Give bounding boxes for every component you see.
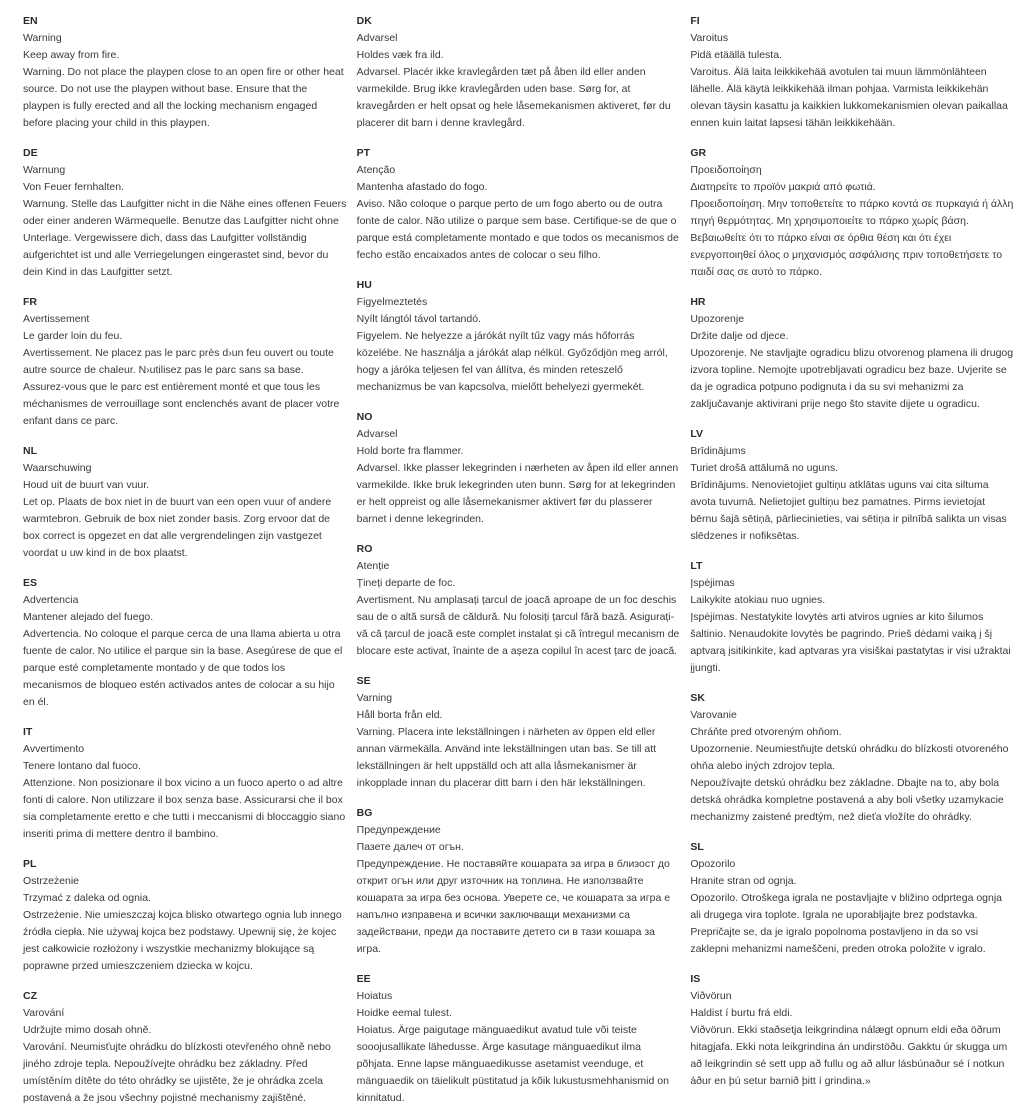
language-section: [357, 673, 681, 792]
warning-title: Προειδοποίηση: [690, 164, 762, 176]
language-section: [357, 409, 681, 528]
language-code: EE: [356, 973, 371, 985]
language-section: [357, 145, 681, 264]
warning-short: Udržujte mimo dosah ohně.: [23, 1024, 152, 1036]
warning-title: Waarschuwing: [23, 462, 92, 474]
warning-title: Įspėjimas: [690, 577, 735, 589]
warning-short: Țineți departe de foc.: [356, 577, 456, 589]
warning-body-paragraph: Advertencia. No coloque el parque cerca de una llama abierta u otra fuente de calor. No utilice el parque sin la base. Asegúrese de que el parque esté completamente montado y de que todos los mecanismos de bloqueo estén activados antes de colocar a su hijo en él.: [23, 628, 343, 708]
warning-body-paragraph: Figyelem. Ne helyezze a járókát nyílt tűz vagy más hőforrás közelébe. Ne használja a járókát alap nélkül. Győződjön meg arról, hogy a járóka teljesen fel van állítva, és minden reteszelő mechanizmus be van kapcsolva, mielőtt behelyezi gyermekét.: [356, 330, 668, 393]
language-section: [23, 724, 347, 843]
warning-body-paragraph: Aviso. Não coloque o parque perto de um fogo aberto ou de outra fonte de calor. Não utilize o parque sem base. Certifique-se de que o parque está completamente montado e que todos os mecanismos de fecho estão encaixados antes de colocar o seu filho.: [356, 198, 679, 261]
warning-short: Von Feuer fernhalten.: [23, 181, 124, 193]
warning-body-paragraph: Attenzione. Non posizionare il box vicino a un fuoco aperto o ad altre fonti di calore. Non utilizzare il box senza base. Assicurarsi che il box sia completamente eretto e che tutti i meccanismi di bloccaggio siano inseriti prima di mettere dentro il bambino.: [23, 777, 346, 840]
column-right: [690, 13, 1014, 1120]
warning-title: Ostrzeżenie: [23, 875, 80, 887]
warning-body-paragraph: Advarsel. Ikke plasser lekegrinden i nærheten av åpen ild eller annen varmekilde. Ikke bruk lekegrinden uten bunn. Sørg for at lekegrinden er helt oppreist og alle låsemekanismer aktivert før du plasserer barnet i denne lekegrinden.: [356, 462, 679, 525]
language-section: [357, 541, 681, 660]
language-code: BG: [356, 807, 373, 819]
language-code: EN: [23, 15, 38, 27]
warning-title: Advarsel: [356, 428, 398, 440]
warning-short: Nyílt lángtól távol tartandó.: [356, 313, 481, 325]
warning-short: Håll borta från eld.: [356, 709, 443, 721]
language-code: GR: [690, 147, 707, 159]
warning-body-paragraph: Nepoužívajte detskú ohrádku bez základne. Dbajte na to, aby bola detská ohrádka kompletne postavená a aby boli všetky uzamykacie mechanizmy zaistené predtým, než dieťa vložíte do ohrádky.: [690, 777, 1004, 823]
warning-body-paragraph: Warnung. Stelle das Laufgitter nicht in die Nähe eines offenen Feuers oder einer anderen Wärmequelle. Benutze das Laufgitter nicht ohne Unterlage. Vergewissere dich, dass das Laufgitter vollständig aufgerichtet ist und alle Verriegelungen eingerastet sind, bevor du dein Kind in das Laufgitter setzt.: [23, 198, 347, 278]
warning-short: Pidä etäällä tulesta.: [690, 49, 782, 61]
warning-body-paragraph: Advarsel. Placér ikke kravlegården tæt på åben ild eller anden varmekilde. Brug ikke kravlegården uden base. Sørg for, at kravegården er helt opsat og hele låsemekanismen aktiveret, før du placerer dit barn i denne kravlegård.: [356, 66, 671, 129]
language-section: [690, 13, 1014, 132]
warning-title: Atenție: [356, 560, 390, 572]
language-code: CZ: [23, 990, 37, 1002]
warning-title: Avvertimento: [23, 743, 85, 755]
warning-short: Chráňte pred otvoreným ohňom.: [690, 726, 842, 738]
warning-body-paragraph: Avertisment. Nu amplasați țarcul de joacă aproape de un foc deschis sau de o altă sursă de căldură. Nu folosiți țarcul fără bază. Asigurați-vă că țarcul de joacă este complet instalat și că întregul mecanism de blocare este activat, înainte de a așeza copilul în acest țarc de joacă.: [356, 594, 680, 657]
language-code: SE: [356, 675, 371, 687]
language-code: PL: [23, 858, 37, 870]
warning-body-paragraph: Varoitus. Älä laita leikkikehää avotulen tai muun lämmönlähteen lähelle. Älä käytä leikkikehää ilman pohjaa. Varmista leikkikehän olevan täysin kasattu ja kaikkien lukkomekanismien olevan paikallaa ennen kuin laitat lapsesi tähän leikkikehään.: [690, 66, 1008, 129]
language-code: NO: [356, 411, 373, 423]
language-section: [690, 294, 1014, 413]
warning-body-paragraph: Hoiatus. Ärge paigutage mänguaedikut avatud tule või teiste sooojusallikate lähedusse. Ärge kasutage mänguaedikut ilma põhjata. Enne lapse mänguaedikusse asetamist veenduge, et mänguaedik on täielikult püstitatud ja kõik lukustusmehhanismid on kinnitatud.: [356, 1024, 669, 1104]
language-section: [357, 13, 681, 132]
warning-body-paragraph: Ostrzeżenie. Nie umieszczaj kojca blisko otwartego ognia lub innego źródła ciepła. Nie używaj kojca bez podstawy. Upewnij się, że kojec jest całkowicie rozłożony i wszystkie mechanizmy blokujące są poprawne przed umieszczeniem dziecka w kojcu.: [23, 909, 342, 972]
warning-short: Keep away from fire.: [23, 49, 120, 61]
language-section: [357, 805, 681, 958]
language-section: [23, 988, 347, 1107]
warning-body-paragraph: Warning. Do not place the playpen close to an open fire or other heat source. Do not use the playpen without base. Ensure that the playpen is fully erected and all the locking mechanism engaged before placing your child in this playpen.: [23, 66, 344, 129]
warning-body-paragraph: Upozornenie. Neumiestňujte detskú ohrádku do blízkosti otvoreného ohňa alebo iných zdrojov tepla.: [690, 743, 1009, 772]
warning-body-paragraph: Viðvörun. Ekki staðsetja leikgrindina nálægt opnum eldi eða öðrum hitagjafa. Ekki nota leikgrindina án undirstöðu. Gakktu úr skugga um að leikgrindin sé sett upp að fullu og að allur lásbúnaður sé í notkun áður en þú setur barnið þitt í grindina.»: [690, 1024, 1008, 1087]
warning-body-paragraph: Let op. Plaats de box niet in de buurt van een open vuur of andere warmtebron. Gebruik de box niet zonder basis. Zorg ervoor dat de box correct is opgezet en dat alle vergrendelingen zijn vastgezet voordat u uw kind in de box plaatst.: [23, 496, 332, 559]
language-code: SK: [690, 692, 705, 704]
language-code: IT: [23, 726, 33, 738]
language-section: [690, 690, 1014, 826]
warning-title: Figyelmeztetés: [356, 296, 428, 308]
warning-short: Turiet drošā attālumā no uguns.: [690, 462, 839, 474]
warning-body-paragraph: Brīdinājums. Nenovietojiet gultiņu atklātas uguns vai cita siltuma avota tuvumā. Nelietojiet gultiņu bez pamatnes. Pirms ievietojat bērnu šajā sētiņā, pārliecinieties, vai sētiņa ir pilnībā salikta un visas slēdzenes ir nofiksētas.: [690, 479, 1007, 542]
language-section: [23, 13, 347, 132]
warning-body-paragraph: Avertissement. Ne placez pas le parc près d›un feu ouvert ou toute autre source de chaleur. N›utilisez pas le parc sans sa base. Assurez-vous que le parc est entièrement monté et que tous les méchanismes de verrouillage sont enclenchés avant de placer votre enfant dans ce parc.: [23, 347, 340, 427]
warning-short: Le garder loin du feu.: [23, 330, 123, 342]
warning-body-paragraph: Opozorilo. Otroškega igrala ne postavljajte v bližino odprtega ognja ali drugega vira toplote. Igrala ne uporabljajte brez podstavka. Prepričajte se, da je igralo popolnoma postavljeno in da so vsi zaklepni mehanizmi nameščeni, preden otroka položite v igralo.: [690, 892, 1003, 955]
warning-body-paragraph: Προειδοποίηση. Μην τοποθετείτε το πάρκο κοντά σε πυρκαγιά ή άλλη πηγή θερμότητας. Μη χρησιμοποιείτε το πάρκο χωρίς βάση. Βεβαιωθείτε ότι το πάρκο είναι σε όρθια θέση και ότι έχει ενεργοποιηθεί όλος ο μηχανισμός ασφάλισης πριν τοποθετήσετε το παιδί σας σε αυτό το πάρκο.: [690, 198, 1014, 278]
warning-title: Hoiatus: [356, 990, 393, 1002]
language-section: [690, 558, 1014, 677]
warning-title: Advertencia: [23, 594, 79, 606]
warning-short: Mantener alejado del fuego.: [23, 611, 154, 623]
warning-short: Пазете далеч от огън.: [356, 841, 464, 853]
language-code: NL: [23, 445, 37, 457]
warning-short: Διατηρείτε το προϊόν μακριά από φωτιά.: [690, 181, 876, 193]
language-section: [23, 145, 347, 281]
warning-short: Haldist í burtu frá eldi.: [690, 1007, 793, 1019]
language-code: DE: [23, 147, 38, 159]
warning-title: Предупреждение: [356, 824, 441, 836]
language-section: [690, 839, 1014, 958]
language-section: [357, 971, 681, 1107]
warning-short: Hoidke eemal tulest.: [356, 1007, 452, 1019]
warning-title: Warning: [23, 32, 62, 44]
warning-body-paragraph: Įspėjimas. Nestatykite lovytės arti atviros ugnies ar kito šilumos šaltinio. Nenaudokite lovytės be pagrindo. Prieš dėdami vaiką į šį aptvarą įsitikinkite, kad aptvaras yra visiškai pastatytas ir visi užraktai įjungti.: [690, 611, 1011, 674]
language-section: [23, 856, 347, 975]
warning-title: Varování: [23, 1007, 65, 1019]
language-code: PT: [356, 147, 371, 159]
warning-body-paragraph: Upozorenje. Ne stavljajte ogradicu blizu otvorenog plamena ili drugog izvora topline. Nemojte upotrebljavati ogradicu bez baze. Uvjerite se da je ogradica potpuno podignuta i da su svi mehanizmi za zaključavanje aktivirani prije nego što stavite dijete u ogradicu.: [690, 347, 1014, 410]
warning-body-paragraph: Предупреждение. Не поставяйте кошарата за игра в близост до открит огън или друг източник на топлина. Не използвайте кошарата за игра без основа. Уверете се, че кошарата за игра е напълно изправена и всички заключващи механизми са задействани, преди да поставите детето си в тази кошара за игра.: [356, 858, 671, 955]
warning-short: Hranite stran od ognja.: [690, 875, 797, 887]
language-code: SL: [690, 841, 704, 853]
warning-short: Laikykite atokiau nuo ugnies.: [690, 594, 826, 606]
warning-title: Atenção: [356, 164, 396, 176]
warning-body-paragraph: Varning. Placera inte lekställningen i närheten av öppen eld eller annan värmekälla. Använd inte lekställningen utan bas. Se till att lekställningen är helt uppställd och att alla låsmekanismer är inkopplade innan du placerar ditt barn i den här lekställningen.: [356, 726, 657, 789]
column-left: [23, 13, 347, 1120]
language-section: [690, 971, 1014, 1090]
warning-title: Varning: [356, 692, 393, 704]
warning-short: Tenere lontano dal fuoco.: [23, 760, 141, 772]
column-middle: [357, 13, 681, 1120]
warning-title: Avertissement: [23, 313, 90, 325]
language-section: [690, 426, 1014, 545]
language-code: DK: [356, 15, 372, 27]
language-section: [357, 277, 681, 396]
language-code: HR: [690, 296, 706, 308]
warning-short: Mantenha afastado do fogo.: [356, 181, 488, 193]
warning-title: Varovanie: [690, 709, 737, 721]
warning-title: Brīdinājums: [690, 445, 746, 457]
warning-title: Viðvörun: [690, 990, 732, 1002]
language-code: LV: [690, 428, 703, 440]
warning-short: Držite dalje od djece.: [690, 330, 789, 342]
warning-title: Advarsel: [356, 32, 398, 44]
language-code: FR: [23, 296, 37, 308]
language-code: LT: [690, 560, 703, 572]
language-code: ES: [23, 577, 38, 589]
warning-short: Trzymać z daleka od ognia.: [23, 892, 152, 904]
language-section: [23, 575, 347, 711]
language-section: [690, 145, 1014, 281]
language-code: FI: [690, 15, 700, 27]
warning-short: Houd uit de buurt van vuur.: [23, 479, 150, 491]
warning-title: Warnung: [23, 164, 66, 176]
warning-title: Varoitus: [690, 32, 729, 44]
warning-short: Holdes væk fra ild.: [356, 49, 444, 61]
language-section: [23, 294, 347, 430]
warning-title: Upozorenje: [690, 313, 745, 325]
language-code: HU: [356, 279, 372, 291]
language-code: IS: [690, 973, 701, 985]
language-section: [23, 443, 347, 562]
warning-body-paragraph: Varování. Neumisťujte ohrádku do blízkosti otevřeného ohně nebo jiného zdroje tepla. Nepoužívejte ohrádku bez základny. Před umístěním dítěte do této ohrádky se ujistěte, že je ohrádka zcela postavená a že jsou všechny pojistné mechanismy zajištěné.: [23, 1041, 331, 1104]
language-code: RO: [356, 543, 373, 555]
warning-title: Opozorilo: [690, 858, 736, 870]
warning-short: Hold borte fra flammer.: [356, 445, 464, 457]
